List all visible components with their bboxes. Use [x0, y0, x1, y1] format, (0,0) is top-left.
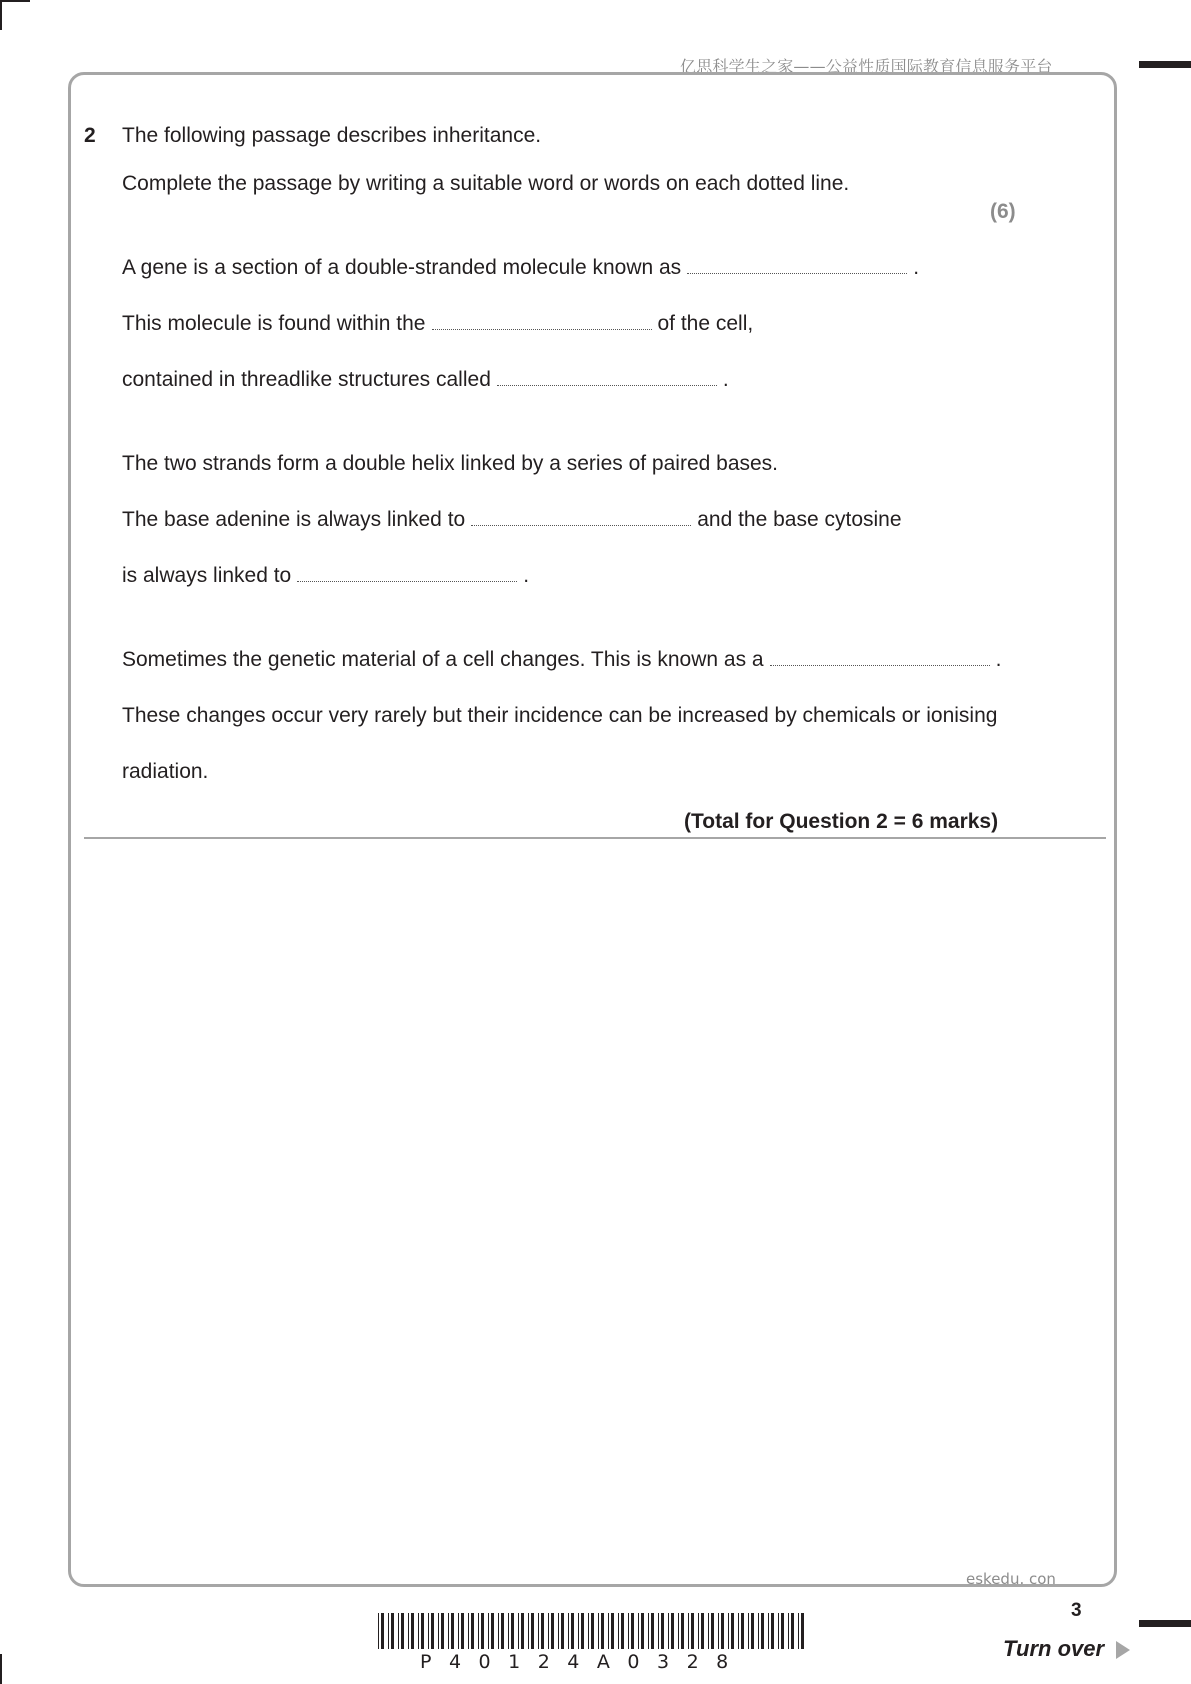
- barcode-bar: [798, 1613, 799, 1649]
- passage-line-6-after: .: [523, 564, 530, 587]
- barcode-bar: [678, 1613, 679, 1649]
- passage-line-1-after: .: [913, 256, 920, 279]
- barcode-bar: [511, 1613, 514, 1649]
- barcode-bar: [421, 1613, 424, 1649]
- barcode-bar: [548, 1613, 549, 1649]
- barcode-bar: [461, 1613, 464, 1649]
- answer-blank-1[interactable]: [687, 271, 907, 274]
- passage-line-3-text: contained in threadlike structures called: [122, 368, 491, 391]
- barcode-bar: [698, 1613, 699, 1649]
- passage-line-9: [122, 760, 208, 784]
- barcode-bar: [391, 1613, 394, 1649]
- barcode-bar: [631, 1613, 634, 1649]
- barcode-bar: [408, 1613, 409, 1649]
- passage-line-5-after: and the base cytosine: [697, 508, 902, 531]
- barcode-bar: [598, 1613, 599, 1649]
- barcode-bar: [711, 1613, 714, 1649]
- barcode-bar: [521, 1613, 524, 1649]
- passage-line-1-text: A gene is a section of a double-stranded molecule known as: [122, 256, 682, 279]
- barcode-bar: [578, 1613, 579, 1649]
- barcode-bar: [641, 1613, 644, 1649]
- turn-over[interactable]: [1003, 1636, 1130, 1662]
- barcode-bar: [588, 1613, 589, 1649]
- barcode-bar: [558, 1613, 559, 1649]
- barcode-bar: [648, 1613, 649, 1649]
- barcode-bar: [481, 1613, 484, 1649]
- turn-over-label: Turn over: [1003, 1636, 1105, 1661]
- passage-line-4-text: The two strands form a double helix linked by a series of paired bases.: [122, 452, 779, 475]
- barcode-bar: [601, 1613, 604, 1649]
- barcode-bar: [458, 1613, 459, 1649]
- barcode-bar: [411, 1613, 414, 1649]
- answer-blank-2[interactable]: [432, 327, 652, 330]
- barcode-bar: [498, 1613, 499, 1649]
- question-total: (Total for Question 2 = 6 marks): [684, 810, 999, 833]
- side-registration-mark-top: [1139, 61, 1191, 68]
- side-registration-mark-bottom: [1139, 1620, 1191, 1627]
- header-watermark: 亿思科学生之家——公益性质国际教育信息服务平台: [680, 57, 1053, 76]
- barcode-bar: [518, 1613, 519, 1649]
- barcode-bar: [621, 1613, 624, 1649]
- barcode-bar: [741, 1613, 744, 1649]
- barcode-bar: [428, 1613, 429, 1649]
- barcode-bar: [671, 1613, 674, 1649]
- passage-line-6: [122, 564, 529, 588]
- barcode-bar: [451, 1613, 454, 1649]
- barcode-bar: [718, 1613, 719, 1649]
- barcode-text: P40124A0328: [420, 1651, 746, 1673]
- barcode-bar: [491, 1613, 494, 1649]
- barcode-bar: [751, 1613, 754, 1649]
- barcode-bar: [441, 1613, 444, 1649]
- barcode-bar: [701, 1613, 704, 1649]
- passage-line-3: [122, 368, 729, 392]
- barcode-bar: [651, 1613, 654, 1649]
- passage-line-5: [122, 508, 902, 532]
- barcode-bar: [591, 1613, 594, 1649]
- barcode-bar: [708, 1613, 709, 1649]
- barcode-bar: [568, 1613, 569, 1649]
- passage-line-1: [122, 256, 919, 280]
- barcode-bar: [771, 1613, 774, 1649]
- barcode-bar: [431, 1613, 434, 1649]
- barcode-bar: [691, 1613, 694, 1649]
- passage-line-5-text: The base adenine is always linked to: [122, 508, 466, 531]
- barcode-bar: [471, 1613, 474, 1649]
- barcode-bar: [418, 1613, 419, 1649]
- page-number: 3: [1071, 1600, 1082, 1621]
- barcode-bar: [721, 1613, 724, 1649]
- crop-mark-bottom-left: [0, 1654, 2, 1684]
- crop-mark-top-left-horizontal: [0, 0, 30, 2]
- passage-line-9-text: radiation.: [122, 760, 209, 783]
- barcode-bar: [778, 1613, 779, 1649]
- barcode-bar: [668, 1613, 669, 1649]
- barcode-bar: [448, 1613, 449, 1649]
- answer-blank-4[interactable]: [471, 523, 691, 526]
- passage-line-2: [122, 312, 753, 336]
- barcode-bar: [538, 1613, 539, 1649]
- barcode-bar: [541, 1613, 544, 1649]
- answer-blank-3[interactable]: [497, 383, 717, 386]
- question-number: 2: [84, 124, 96, 147]
- barcode-bar: [468, 1613, 469, 1649]
- marks-available: (6): [990, 200, 1016, 223]
- question-divider: [84, 837, 1106, 839]
- barcode-bar: [378, 1613, 379, 1649]
- passage-line-7: [122, 648, 1001, 672]
- barcode-bar: [388, 1613, 389, 1649]
- barcode-bar: [528, 1613, 529, 1649]
- passage-line-8-text: These changes occur very rarely but their incidence can be increased by chemicals or ionising: [122, 704, 998, 727]
- barcode-bar: [611, 1613, 614, 1649]
- passage-line-2-text: This molecule is found within the: [122, 312, 426, 335]
- barcode-bar: [768, 1613, 769, 1649]
- barcode-bar: [401, 1613, 404, 1649]
- barcode-bar: [628, 1613, 629, 1649]
- barcode-bar: [638, 1613, 639, 1649]
- barcode-bar: [731, 1613, 734, 1649]
- barcode-bar: [688, 1613, 689, 1649]
- play-arrow-icon: [1116, 1641, 1130, 1659]
- barcode-bar: [761, 1613, 764, 1649]
- barcode-bar: [398, 1613, 399, 1649]
- passage-line-3-after: .: [722, 368, 729, 391]
- barcode-bar: [681, 1613, 684, 1649]
- barcode-bar: [381, 1613, 384, 1649]
- passage-line-7-after: .: [995, 648, 1002, 671]
- passage-line-8: [122, 704, 997, 728]
- barcode-bar: [618, 1613, 619, 1649]
- barcode-bar: [561, 1613, 564, 1649]
- barcode-bar: [658, 1613, 659, 1649]
- barcode-bar: [781, 1613, 784, 1649]
- barcode-bar: [791, 1613, 794, 1649]
- crop-mark-top-left-vertical: [0, 0, 2, 30]
- barcode-bar: [531, 1613, 534, 1649]
- passage-line-4: [122, 452, 778, 476]
- barcode-bar: [581, 1613, 584, 1649]
- site-watermark: eskedu. con: [966, 1570, 1056, 1588]
- barcode-bar: [748, 1613, 749, 1649]
- barcode-bar: [508, 1613, 509, 1649]
- answer-blank-6[interactable]: [770, 663, 990, 666]
- barcode-bar: [608, 1613, 609, 1649]
- question-intro: The following passage describes inheritance.: [122, 124, 542, 147]
- passage-line-2-after: of the cell,: [657, 312, 754, 335]
- barcode-bar: [488, 1613, 489, 1649]
- question-instruction: Complete the passage by writing a suitable word or words on each dotted line.: [122, 172, 850, 195]
- barcode-bar: [738, 1613, 739, 1649]
- barcode-bar: [801, 1613, 804, 1649]
- barcode-bar: [551, 1613, 554, 1649]
- barcode-bar: [571, 1613, 574, 1649]
- barcode-bar: [758, 1613, 759, 1649]
- passage-line-6-text: is always linked to: [122, 564, 292, 587]
- barcode-bar: [728, 1613, 729, 1649]
- answer-blank-5[interactable]: [297, 579, 517, 582]
- barcode-bar: [478, 1613, 479, 1649]
- barcode-bar: [438, 1613, 439, 1649]
- barcode-bar: [788, 1613, 789, 1649]
- barcode-bar: [661, 1613, 664, 1649]
- passage-line-7-text: Sometimes the genetic material of a cell changes. This is known as a: [122, 648, 764, 671]
- barcode-bar: [501, 1613, 504, 1649]
